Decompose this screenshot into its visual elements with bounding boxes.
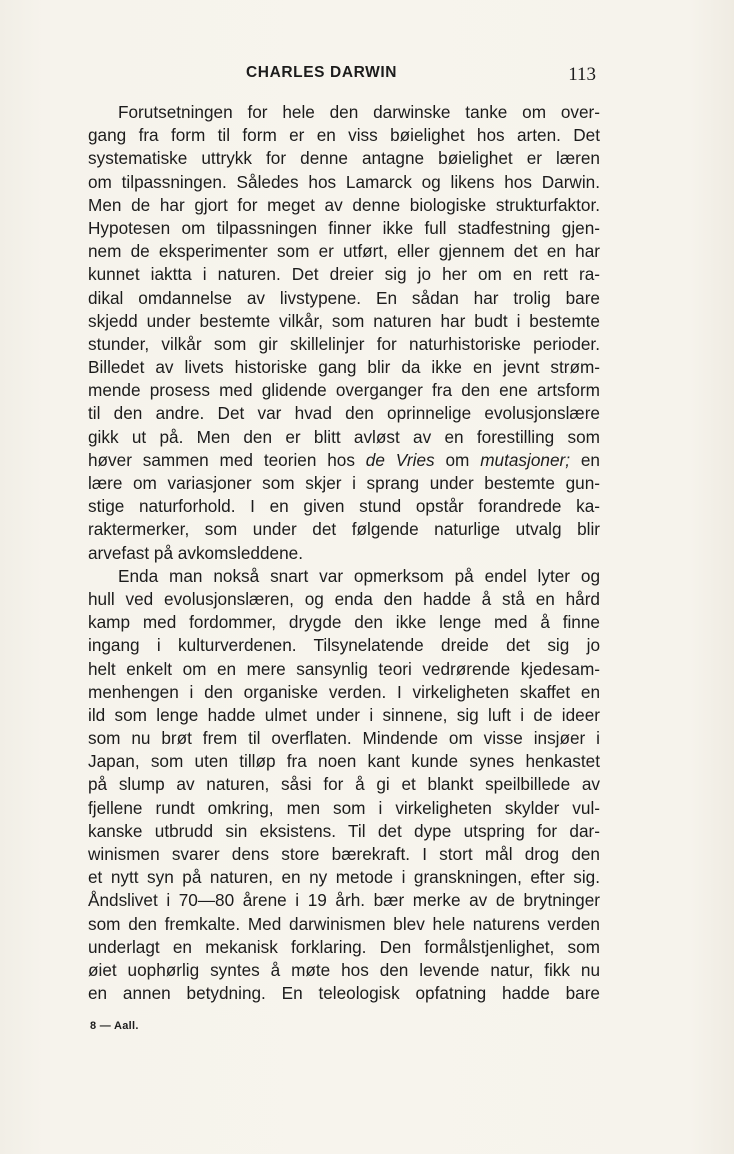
text-line: Men de har gjort for meget av denne biologiske strukturfaktor. bbox=[88, 194, 600, 215]
text-line: underlagt en mekanisk forklaring. Den formålstjenlighet, som bbox=[88, 936, 600, 957]
text-segment: om bbox=[434, 449, 481, 470]
text-line: en annen betydning. En teleologisk opfatning hadde bare bbox=[88, 983, 600, 1004]
text-line: systematiske uttrykk for denne antagne bøielighet er læren bbox=[88, 148, 600, 169]
body-text bbox=[88, 101, 600, 1005]
running-head bbox=[88, 64, 600, 88]
text-line: raktermerker, som under det følgende naturlige utvalg blir bbox=[88, 519, 600, 540]
text-line: som den fremkalte. Med darwinismen blev hele naturens verden bbox=[88, 913, 600, 934]
text-line: ild som lenge hadde ulmet under i sinnene, sig luft i de ideer bbox=[88, 704, 600, 725]
text-line: Billedet av livets historiske gang blir da ikke en jevnt strøm- bbox=[88, 357, 600, 378]
text-line: hull ved evolusjonslæren, og enda den hadde å stå en hård bbox=[88, 588, 600, 609]
text-line: Hypotesen om tilpassningen finner ikke full stadfestning gjen- bbox=[88, 217, 600, 238]
text-line: som nu brøt frem til overflaten. Mindende om visse insjøer i bbox=[88, 728, 600, 749]
text-line: helt enkelt om en mere sansynlig teori vedrørende kjedesam- bbox=[88, 658, 600, 679]
text-line: øiet uophørlig syntes å møte hos den levende natur, fikk nu bbox=[88, 959, 600, 980]
running-head-title: CHARLES DARWIN bbox=[246, 64, 398, 81]
text-line: menhengen i den organiske verden. I virkeligheten skaffet en bbox=[88, 681, 600, 702]
text-line: Japan, som uten tilløp fra noen kant kunde synes henkastet bbox=[88, 751, 600, 772]
italic-name: de Vries bbox=[365, 449, 435, 470]
signature-mark: 8 — Aall. bbox=[90, 1020, 139, 1032]
text-line: nem de eksperimenter som er utført, eller gjennem det en har bbox=[88, 241, 600, 262]
text-line: gikk ut på. Men den er blitt avløst av en forestilling som bbox=[88, 426, 600, 447]
text-segment: høver sammen med teorien hos bbox=[88, 449, 366, 470]
text-line: gang fra form til form er en viss bøielighet hos arten. Det bbox=[88, 125, 600, 146]
text-line: på slump av naturen, såsi for å gi et blankt speilbillede av bbox=[88, 774, 600, 795]
text-line: Forutsetningen for hele den darwinske tanke om over- bbox=[118, 102, 600, 122]
text-line: om tilpassningen. Således hos Lamarck og likens hos Darwin. bbox=[88, 171, 600, 192]
text-line: dikal omdannelse av livstypene. En sådan har trolig bare bbox=[88, 287, 600, 308]
text-line: Enda man nokså snart var opmerksom på endel lyter og bbox=[118, 565, 600, 586]
text-line: winismen svarer dens store bærekraft. I stort mål drog den bbox=[88, 844, 600, 864]
text-line: et nytt syn på naturen, en ny metode i granskningen, efter sig. bbox=[88, 867, 600, 888]
text-line: skjedd under bestemte vilkår, som naturen har budt i bestemte bbox=[88, 310, 600, 331]
text-line: stige naturforhold. I en given stund opstår forandrede ka- bbox=[88, 496, 600, 517]
text-line: mende prosess med glidende overganger fra den ene artsform bbox=[88, 380, 600, 401]
text-line: lære om variasjoner som skjer i sprang under bestemte gun- bbox=[88, 473, 600, 493]
text-line: ingang i kulturverdenen. Tilsynelatende dreide det sig jo bbox=[88, 635, 600, 656]
text-segment: en bbox=[570, 449, 600, 470]
text-line: til den andre. Det var hvad den oprinnelige evolusjonslære bbox=[88, 403, 600, 424]
italic-term: mutasjoner; bbox=[480, 449, 571, 470]
text-line-with-italics bbox=[88, 449, 600, 472]
text-line: stunder, vilkår som gir skillelinjer for naturhistoriske perioder. bbox=[88, 333, 600, 354]
text-line: fjellene rundt omkring, men som i virkeligheten skylder vul- bbox=[88, 797, 600, 818]
page-number: 113 bbox=[568, 64, 596, 85]
text-line: Åndslivet i 70—80 årene i 19 årh. bær merke av de brytninger bbox=[88, 890, 600, 911]
text-line: kamp med fordommer, drygde den ikke lenge med å finne bbox=[88, 612, 600, 633]
text-line: kunnet iaktta i naturen. Det dreier sig jo her om en rett ra- bbox=[88, 264, 600, 285]
text-line: arvefast på avkomsleddene. bbox=[88, 542, 303, 563]
text-line: kanske utbrudd sin eksistens. Til det dype utspring for dar- bbox=[88, 820, 600, 841]
